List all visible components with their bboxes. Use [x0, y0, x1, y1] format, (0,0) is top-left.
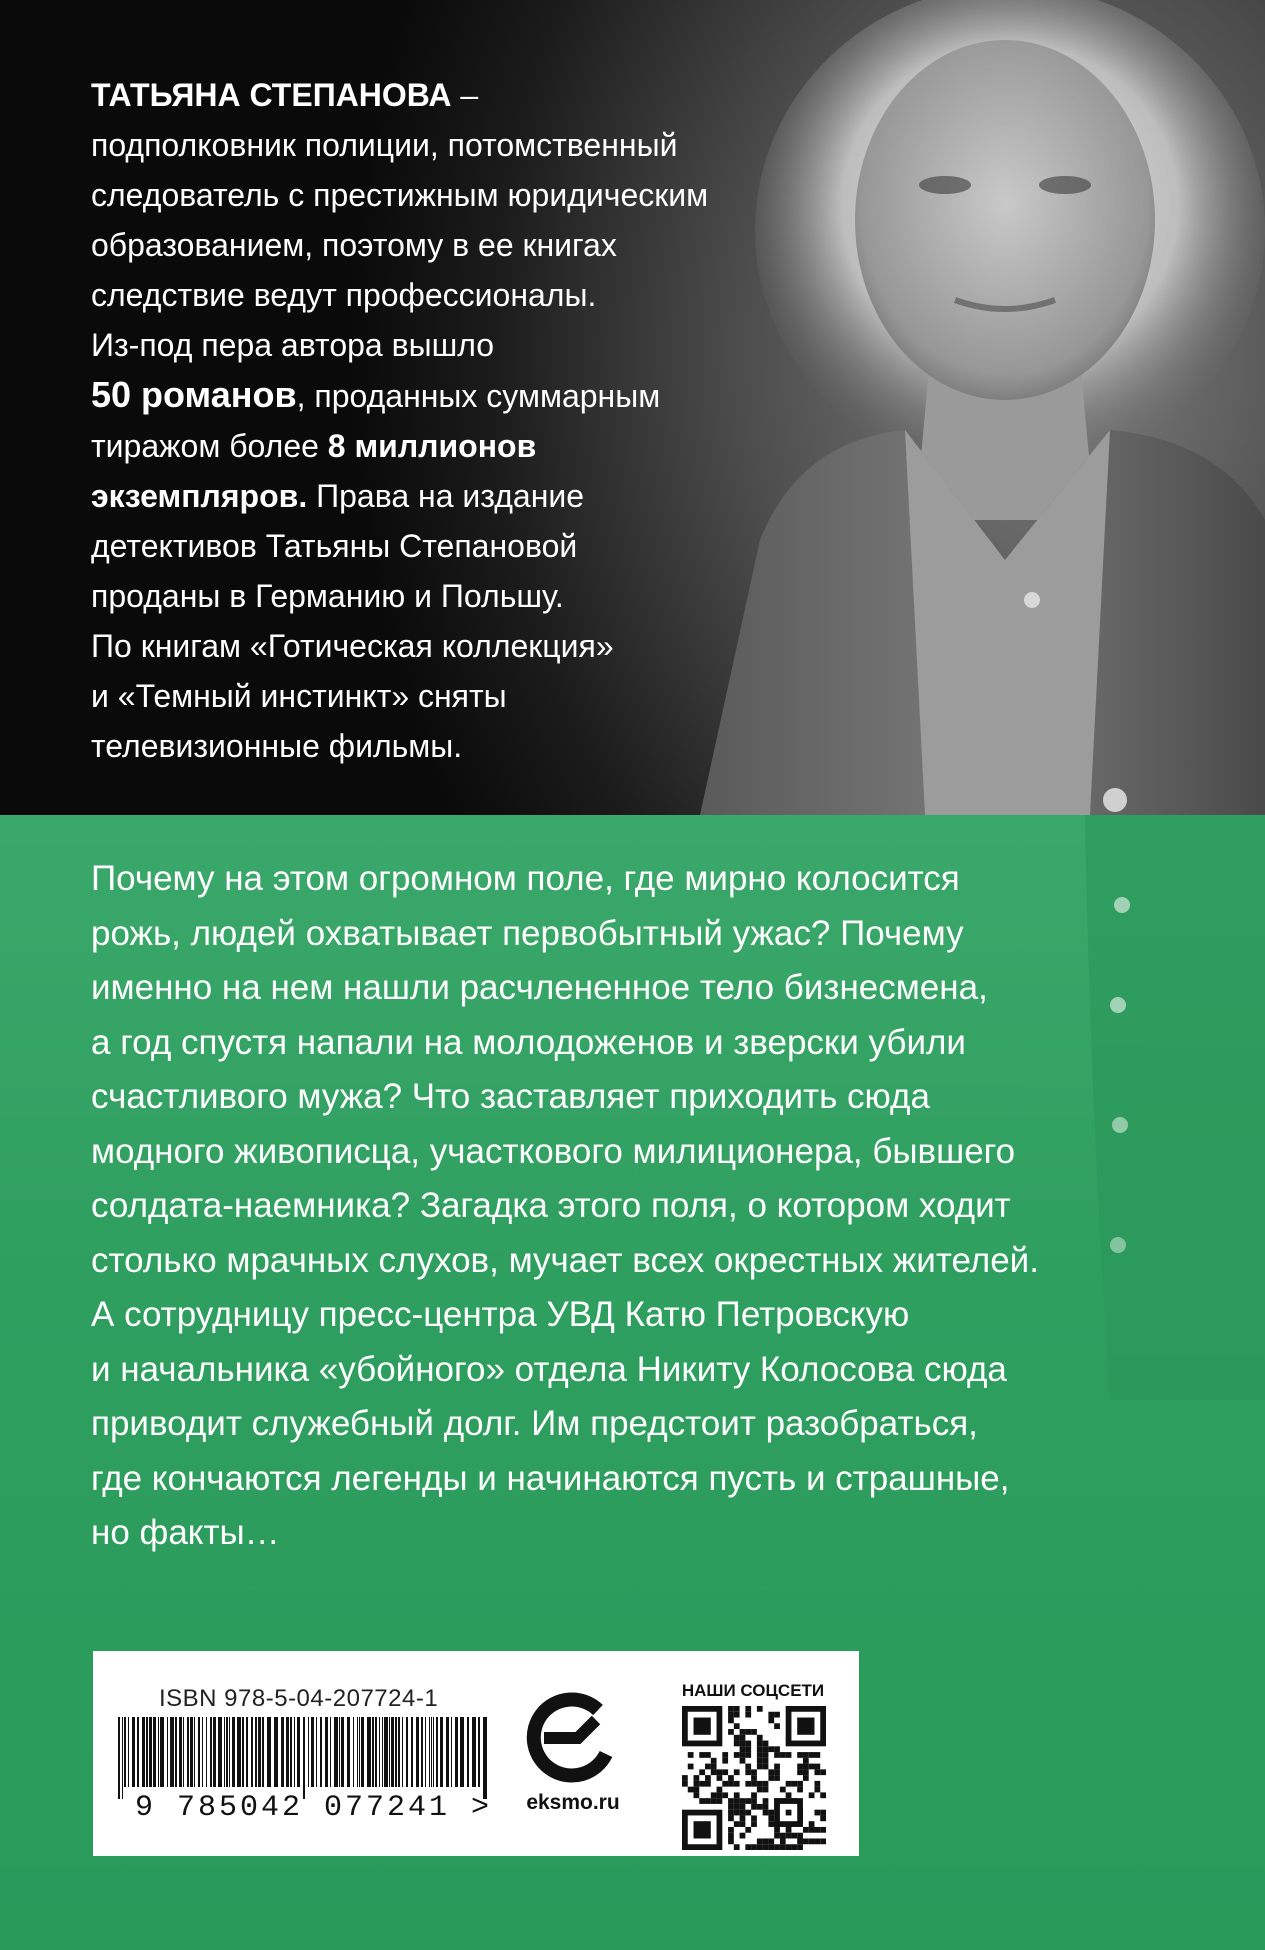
- eksmo-logo-icon: [526, 1688, 618, 1788]
- author-name: ТАТЬЯНА СТЕПАНОВА: [91, 77, 452, 113]
- synopsis-line: А сотрудницу пресс-центра УВД Катю Петровскую: [91, 1295, 910, 1334]
- book-synopsis: [91, 852, 1121, 1561]
- synopsis-line: а год спустя напали на молодоженов и зверски убили: [91, 1022, 966, 1062]
- barcode-digits: 9 785042 077241 >: [135, 1791, 493, 1825]
- synopsis-line: приводит служебный долг. Им предстоит разобраться,: [91, 1404, 978, 1443]
- barcode-panel: [93, 1651, 859, 1856]
- synopsis-line: где кончаются легенды и начинаются пусть и страшные,: [91, 1458, 1010, 1498]
- synopsis-line: счастливого мужа? Что заставляет приходить сюда: [91, 1077, 930, 1116]
- synopsis-line: столько мрачных слухов, мучает всех окрестных жителей.: [91, 1240, 1039, 1280]
- barcode-icon: [118, 1717, 498, 1799]
- synopsis-line: и начальника «убойного» отдела Никиту Колосова сюда: [91, 1349, 1007, 1389]
- social-label: НАШИ СОЦСЕТИ: [681, 1681, 825, 1700]
- qr-code-icon: [682, 1706, 826, 1850]
- synopsis-line: но факты…: [91, 1513, 280, 1552]
- synopsis-line: солдата-наемника? Загадка этого поля, о котором ходит: [91, 1186, 1011, 1225]
- synopsis-line: именно на нем нашли расчлененное тело бизнесмена,: [91, 968, 988, 1007]
- author-bio: ТАТЬЯНА СТЕПАНОВА – подполковник полиции, потомственный следователь с престижным юридическим образованием, поэтому в ее книгах следствие ведут профессионалы. Из-под пера автора вышло 50 романов, проданных суммарным тиражом более 8 миллионов экземпляров. Права на издание детективов Татьяны Степановой проданы в Германию и Польшу. По книгам «Готическая коллекция» и «Темный инстинкт» сняты телевизионные фильмы.: [91, 77, 709, 764]
- synopsis-line: Почему на этом огромном поле, где мирно колосится: [91, 859, 960, 898]
- isbn-label: ISBN 978-5-04-207724-1: [159, 1685, 439, 1712]
- synopsis-line: рожь, людей охватывает первобытный ужас? Почему: [91, 913, 964, 953]
- publisher-site: eksmo.ru: [526, 1791, 620, 1814]
- synopsis-line: модного живописца, участкового милиционера, бывшего: [91, 1131, 1016, 1171]
